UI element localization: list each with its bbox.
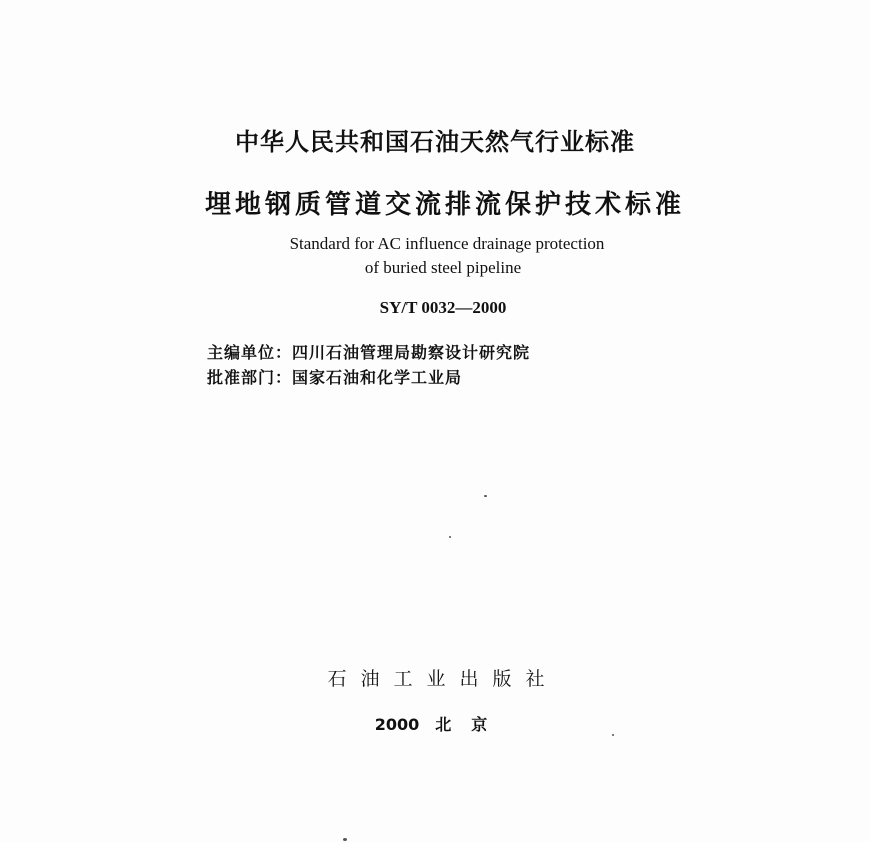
- document-title-english-line2: of buried steel pipeline: [364, 258, 522, 277]
- publication-place: [0, 712, 866, 735]
- standard-code: SY/T 0032—2000: [379, 298, 507, 317]
- scan-speck: [484, 495, 487, 497]
- publication-city-char2: 京: [471, 715, 488, 734]
- approving-department: 批准部门：国家石油和化学工业局: [207, 368, 463, 387]
- publication-city-char1: 北: [435, 715, 452, 734]
- publication-year: 2000: [374, 715, 420, 734]
- industry-standard-heading: 中华人民共和国石油天然气行业标准: [235, 128, 635, 156]
- editor-unit: 主编单位：四川石油管理局勘察设计研究院: [207, 343, 531, 362]
- scan-speck: [343, 838, 347, 841]
- scan-speck: [612, 734, 614, 736]
- scan-speck: [449, 536, 451, 538]
- publisher-name: 石油工业出版社: [327, 668, 559, 690]
- document-title-chinese: 埋地钢质管道交流排流保护技术标准: [204, 190, 685, 220]
- editorial-info: [207, 340, 530, 390]
- document-title-english-line1: Standard for AC influence drainage protection: [289, 234, 605, 253]
